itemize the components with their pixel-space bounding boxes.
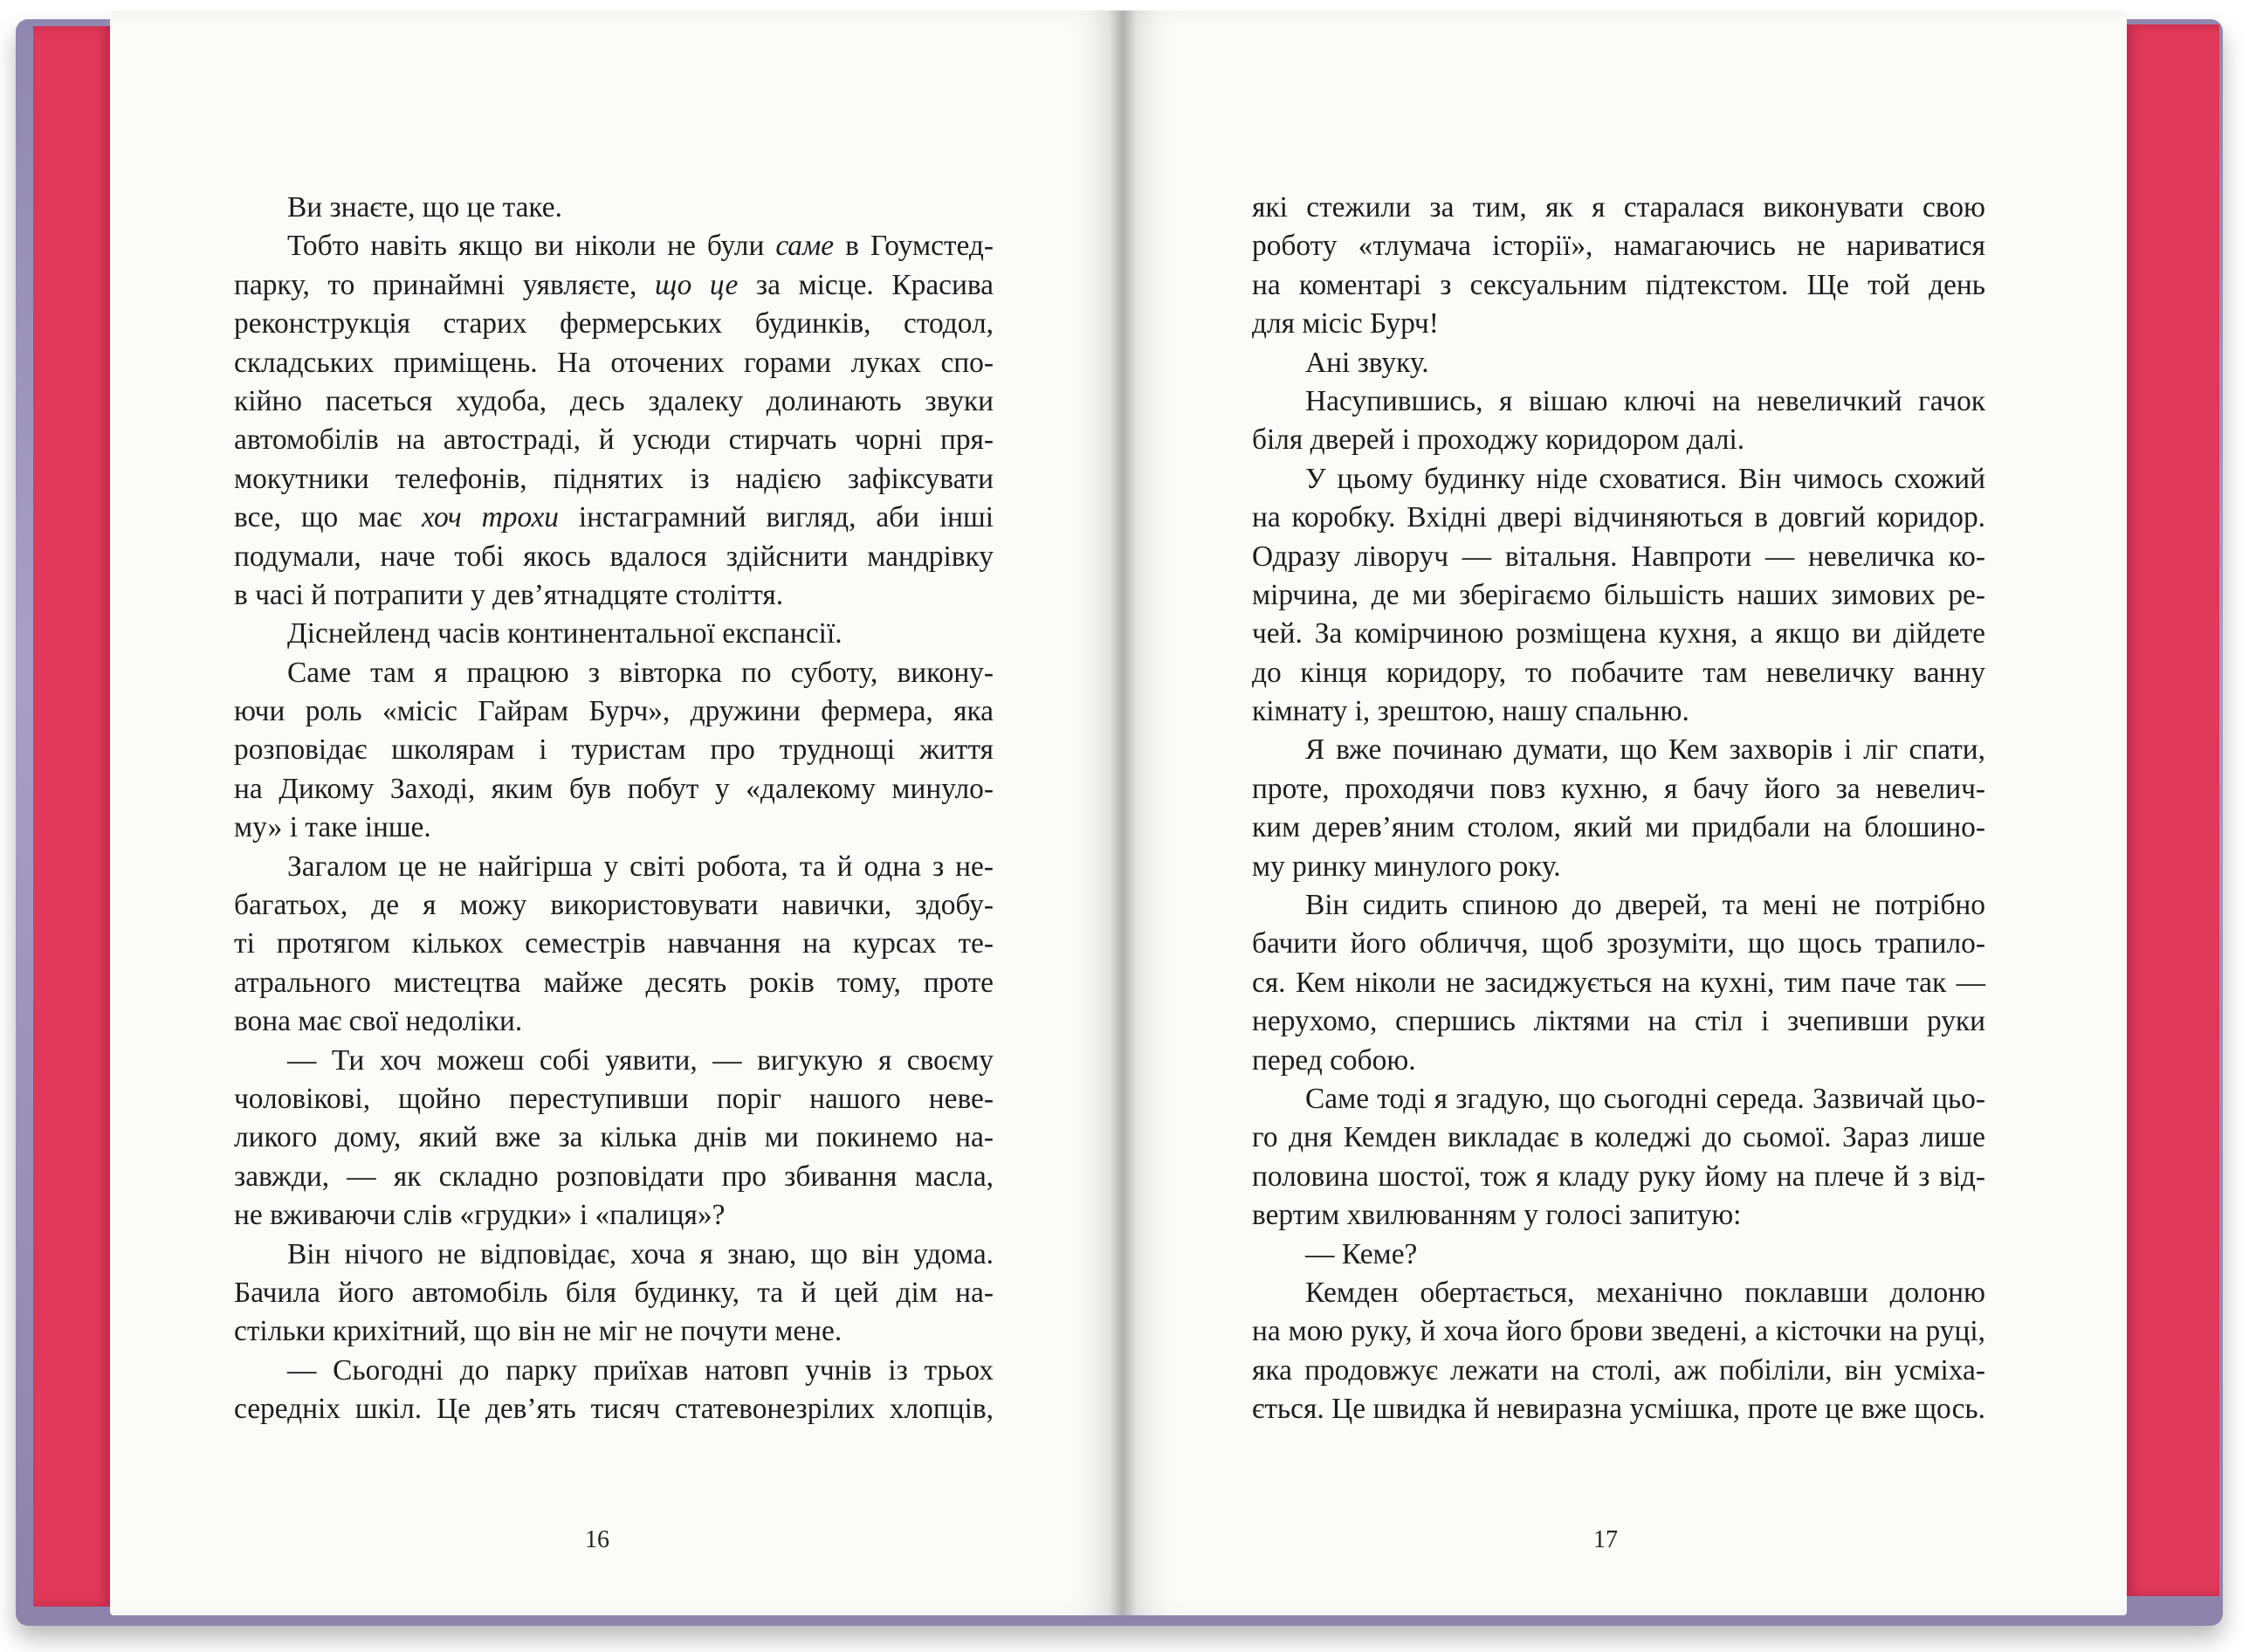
italic-emphasis: хоч трохи [422, 501, 559, 534]
text-segment: біля дверей і проходжу коридором далі. [1252, 423, 1745, 457]
text-line [234, 770, 994, 809]
italic-emphasis: саме [775, 230, 835, 263]
text-segment: Діснейленд часів континентальної експансії. [287, 617, 843, 650]
text-segment: Тобто навіть якщо ви ніколи не були [287, 230, 776, 263]
text-line [234, 615, 994, 653]
text-line [1252, 421, 1985, 459]
text-segment: Саме тоді я згадую, що сьогодні середа. Зазвичай цьо- [1305, 1082, 1985, 1115]
text-line [1252, 615, 1985, 653]
text-segment: вона має свої недоліки. [234, 1005, 523, 1038]
text-line [234, 925, 994, 963]
text-line [1252, 886, 1985, 925]
italic-emphasis: що це [655, 268, 739, 301]
text-line [234, 1042, 994, 1080]
text-line [1252, 1390, 1985, 1428]
text-segment: перед собою. [1252, 1043, 1416, 1077]
right-page-edge [2123, 24, 2219, 1596]
text-line [234, 1196, 994, 1235]
text-segment: Ви знаєте, що це таке. [287, 191, 562, 224]
text-segment: ким дерев’яним столом, який ми придбали на блошино- [1252, 811, 1985, 844]
right-page [1123, 10, 2127, 1615]
text-segment: мокутники телефонів, піднятих із надією зафіксувати [234, 462, 994, 495]
left-page-edge [33, 26, 113, 1607]
text-segment: кійно пасеться худоба, десь здалеку долинають звуки [234, 384, 994, 417]
text-line [1252, 1274, 1985, 1312]
text-line [234, 189, 994, 227]
text-segment: за місце. Красива [738, 268, 994, 301]
text-line [1252, 460, 1985, 499]
text-segment: Саме там я працюю з вівторка по суботу, викону- [287, 656, 994, 689]
text-line [234, 1002, 994, 1041]
text-segment: роботу «тлумача історії», намагаючись не нариватися [1252, 230, 1985, 263]
text-segment: все, що має [234, 501, 423, 534]
text-segment: яка продовжує лежати на столі, аж побіліли, він усміха- [1252, 1353, 1985, 1387]
text-line [234, 538, 994, 576]
text-line [234, 382, 994, 421]
text-line [1252, 1236, 1985, 1274]
text-segment: подумали, наче тобі якось вдалося здійснити мандрівку [234, 540, 994, 573]
text-line [234, 460, 994, 499]
text-line [1252, 227, 1985, 265]
text-segment: розповідає школярам і туристам про труднощі життя [234, 733, 994, 767]
text-segment: Бачила його автомобіль біля будинку, та й цей дім на- [234, 1276, 994, 1309]
text-segment: Насупившись, я вішаю ключі на невеличкий гачок [1305, 384, 1985, 417]
text-segment: Він сидить спиною до дверей, та мені не потрібно [1305, 889, 1985, 922]
text-segment: мірчина, де ми зберігаємо більшість наших зимових ре- [1252, 578, 1985, 611]
text-segment: чей. За комірчиною розміщена кухня, а якщо ви дійдете [1252, 617, 1985, 650]
text-segment: — Сьогодні до парку приїхав натовп учнів із трьох [287, 1353, 994, 1387]
text-segment: Одразу ліворуч — вітальня. Навпроти — невеличка ко- [1252, 540, 1985, 573]
text-line [1252, 848, 1985, 886]
text-line [234, 266, 994, 305]
text-segment: для місіс Бурч! [1252, 307, 1439, 341]
text-line [1252, 692, 1985, 731]
text-segment: на мою руку, й хоча його брови зведені, а кісточки на руці, [1252, 1315, 1985, 1348]
text-segment: автомобілів на автостраді, й усюди стирчать чорні пря- [234, 423, 994, 457]
text-line [234, 1312, 994, 1351]
text-segment: ликого дому, який вже за кілька днів ми покинемо на- [234, 1121, 994, 1154]
text-segment: парку, то принаймні уявляєте, [234, 268, 656, 301]
text-segment: чоловікові, щойно переступивши поріг нашого неве- [234, 1082, 994, 1115]
text-line [1252, 731, 1985, 769]
text-segment: ючи роль «місіс Гайрам Бурч», дружини фермера, яка [234, 695, 994, 728]
text-segment: реконструкція старих фермерських будинків, стодол, [234, 307, 994, 341]
text-segment: не вживаючи слів «грудки» і «палиця»? [234, 1199, 726, 1232]
text-line [234, 809, 994, 847]
text-line [234, 964, 994, 1002]
text-segment: багатьох, де я можу використовувати навички, здобу- [234, 889, 994, 922]
text-line [234, 1390, 994, 1428]
text-line [1252, 305, 1985, 343]
text-line [234, 1080, 994, 1119]
text-line [234, 654, 994, 692]
text-segment: ті протягом кількох семестрів навчання на курсах те- [234, 927, 994, 960]
book-gutter [1109, 10, 1137, 1615]
text-line [1252, 189, 1985, 227]
text-line [234, 731, 994, 769]
text-segment: які стежили за тим, як я старалася виконувати свою [1252, 191, 1985, 224]
text-segment: нерухомо, спершись ліктями на стіл і зчепивши руки [1252, 1005, 1985, 1038]
text-segment: — Кеме? [1305, 1237, 1418, 1270]
text-line [234, 848, 994, 886]
text-segment: му ринку минулого року. [1252, 850, 1561, 883]
text-segment: У цьому будинку ніде сховатися. Він чимось схожий [1305, 462, 1985, 495]
text-segment: проте, проходячи повз кухню, я бачу його за невелич- [1252, 772, 1985, 805]
text-segment: середніх шкіл. Це дев’ять тисяч статевонезрілих хлопців, [234, 1393, 994, 1426]
text-line [234, 421, 994, 459]
text-line [234, 1352, 994, 1390]
text-line [1252, 1119, 1985, 1157]
text-line [1252, 344, 1985, 382]
text-segment: бачити його обличчя, щоб зрозуміти, що щось трапило- [1252, 927, 1985, 960]
text-line [1252, 1312, 1985, 1351]
text-segment: ється. Це швидка й невиразна усмішка, проте це вже щось. [1252, 1393, 1985, 1426]
text-line [234, 576, 994, 615]
text-line [1252, 770, 1985, 809]
text-line [1252, 576, 1985, 615]
text-segment: кімнату і, зрештою, нашу спальню. [1252, 695, 1689, 728]
text-segment: на коментарі з сексуальним підтекстом. Ще той день [1252, 268, 1985, 301]
text-segment: на коробку. Вхідні двері відчиняються в довгий коридор. [1252, 501, 1985, 534]
text-line [1252, 809, 1985, 847]
text-line [234, 344, 994, 382]
page-number-left: 16 [585, 1526, 609, 1553]
text-segment: інстаграмний вигляд, аби інші [559, 501, 994, 534]
text-line [234, 1119, 994, 1157]
text-line [1252, 1080, 1985, 1119]
text-line [1252, 499, 1985, 537]
text-segment: до кінця коридору, то побачите там невеличку ванну [1252, 656, 1985, 689]
text-segment: Загалом це не найгірша у світі робота, та й одна з не- [287, 850, 994, 883]
text-line [234, 1236, 994, 1274]
left-page [110, 10, 1123, 1615]
text-segment: в Гоумстед- [834, 230, 994, 263]
text-line [1252, 1158, 1985, 1196]
text-segment: половина шостої, тож я кладу руку йому на плече й з від- [1252, 1160, 1985, 1193]
text-line [1252, 382, 1985, 421]
text-line [1252, 538, 1985, 576]
text-line [1252, 654, 1985, 692]
text-segment: го дня Кемден викладає в коледжі до сьомої. Зараз лише [1252, 1121, 1985, 1154]
text-line [234, 499, 994, 537]
text-segment: ся. Кем ніколи не засиджується на кухні, тим паче так — [1252, 966, 1985, 999]
text-line [234, 1274, 994, 1312]
text-line [234, 1158, 994, 1196]
text-segment: в часі й потрапити у дев’ятнадцяте століття. [234, 578, 784, 611]
text-line [234, 886, 994, 925]
left-page-text [234, 189, 994, 1429]
text-segment: — Ти хоч можеш собі уявити, — вигукую я своєму [287, 1043, 994, 1077]
text-segment: вертим хвилюванням у голосі запитую: [1252, 1199, 1742, 1232]
text-segment: Я вже починаю думати, що Кем захворів і ліг спати, [1305, 733, 1985, 767]
text-segment: Кемден обертається, механічно поклавши долоню [1305, 1276, 1985, 1309]
text-line [1252, 1002, 1985, 1041]
text-segment: на Дикому Заході, яким був побут у «далекому минуло- [234, 772, 994, 805]
text-segment: атрального мистецтва майже десять років тому, проте [234, 966, 994, 999]
text-line [234, 227, 994, 265]
text-line [234, 305, 994, 343]
text-line [1252, 266, 1985, 305]
text-line [1252, 925, 1985, 963]
text-segment: му» і таке інше. [234, 811, 431, 844]
text-line [234, 692, 994, 731]
page-number-right: 17 [1593, 1526, 1618, 1553]
text-line [1252, 1042, 1985, 1080]
text-line [1252, 964, 1985, 1002]
right-page-text [1252, 189, 1985, 1429]
text-segment: складських приміщень. На оточених горами луках спо- [234, 346, 994, 379]
text-line [1252, 1196, 1985, 1235]
text-segment: Він нічого не відповідає, хоча я знаю, що він удома. [287, 1237, 994, 1270]
text-segment: Ані звуку. [1305, 346, 1429, 379]
text-segment: завжди, — як складно розповідати про збивання масла, [234, 1160, 994, 1193]
text-segment: стільки крихітний, що він не міг не почути мене. [234, 1315, 843, 1348]
text-line [1252, 1352, 1985, 1390]
